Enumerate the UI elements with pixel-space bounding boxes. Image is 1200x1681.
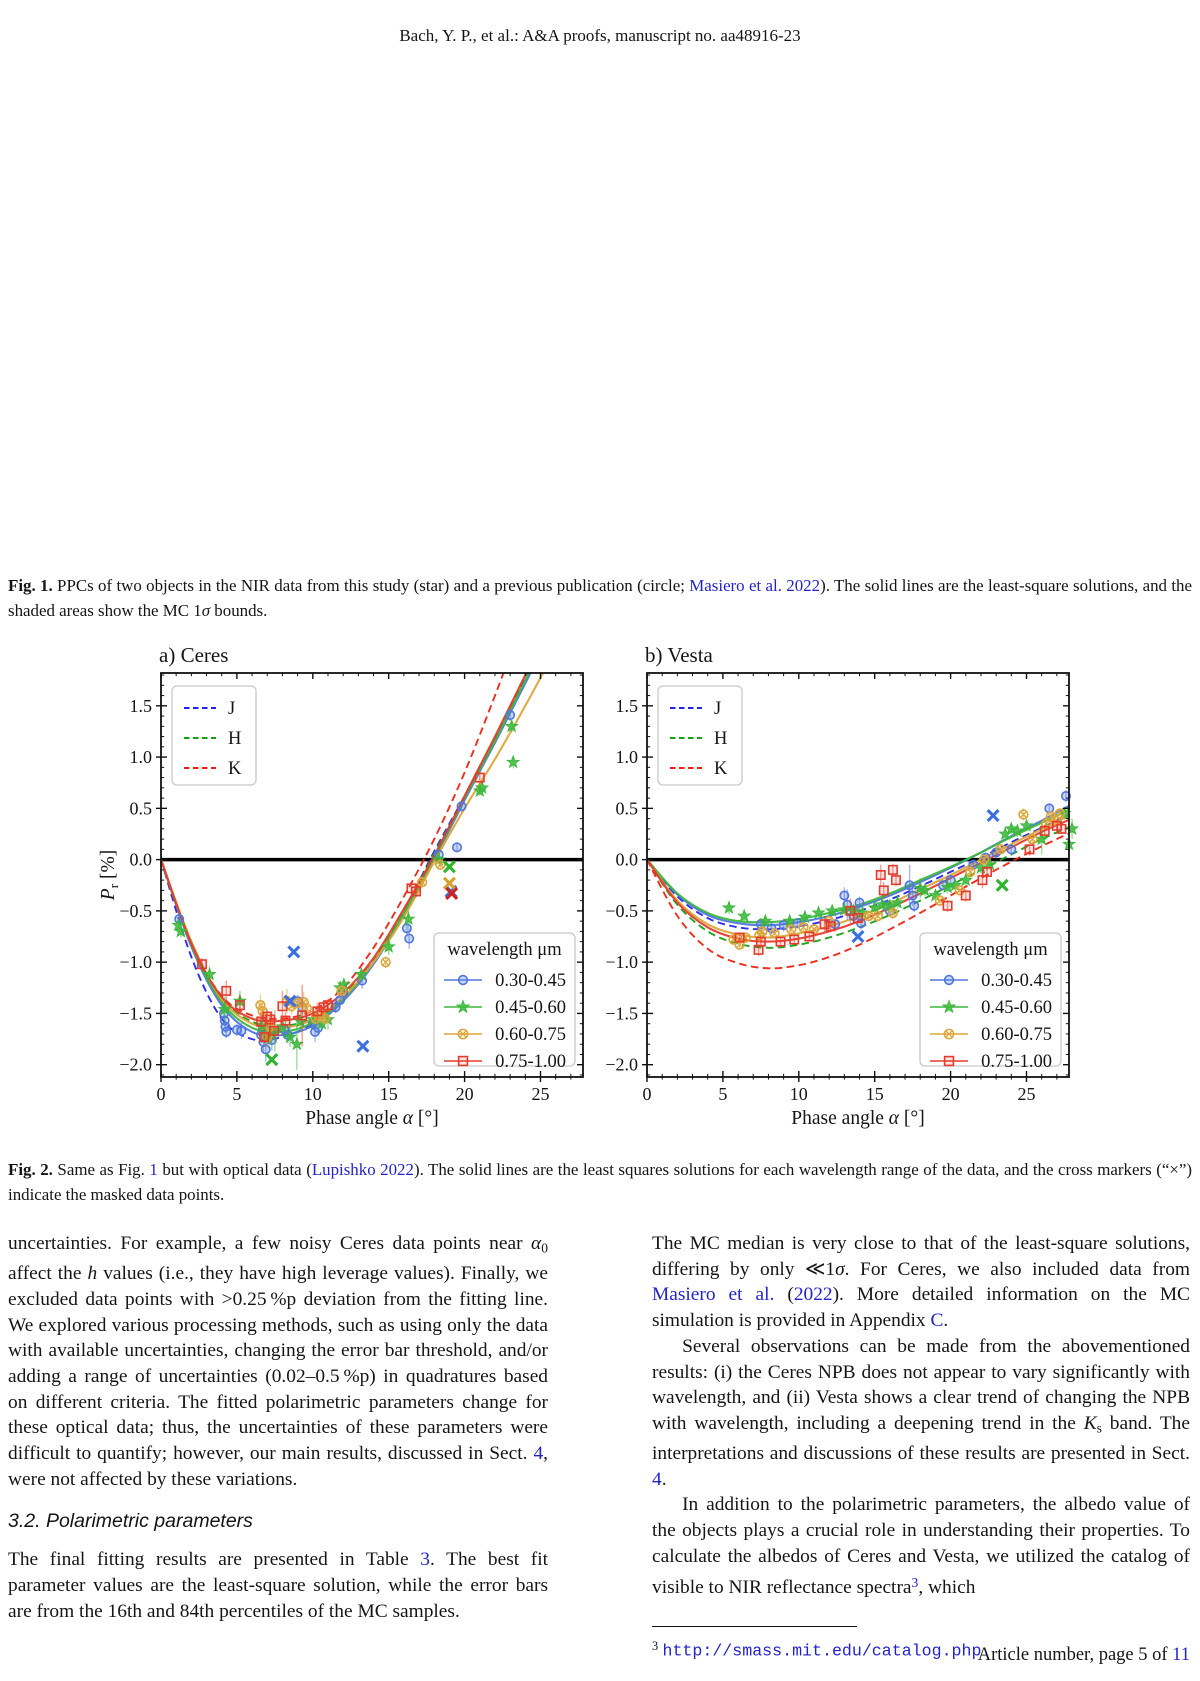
series-0.45-0.60 (723, 807, 1077, 926)
svg-text:10: 10 (303, 1084, 322, 1104)
text-run: K (1083, 1412, 1097, 1434)
running-header: Bach, Y. P., et al.: A&A proofs, manuscript no. aa48916-23 (399, 26, 801, 45)
svg-text:10: 10 (789, 1084, 808, 1104)
svg-text:−1.0: −1.0 (119, 952, 152, 973)
text-run: Article number, page 5 of (977, 1645, 1173, 1665)
text-run: ( (774, 1284, 794, 1306)
wavelength-legend (920, 933, 1061, 1072)
svg-text:−2.0: −2.0 (605, 1054, 638, 1075)
text-run: but with optical data ( (157, 1159, 312, 1179)
panel-title: b) Vesta (645, 643, 713, 667)
svg-text:0: 0 (156, 1084, 166, 1104)
left-column (8, 1231, 548, 1624)
vesta-phase-curve-chart (583, 629, 1123, 1129)
text-run: Several observations can be made from the abovementioned results: (i) the Ceres NPB does not appear to vary significantly with wavelength, and (ii) Vesta shows a clear trend of changing the NPB with wavelength, including a deepening trend in the (652, 1335, 1190, 1434)
masked-points (266, 861, 457, 1065)
link[interactable]: 3 (911, 1574, 919, 1590)
svg-text:−0.5: −0.5 (605, 900, 638, 921)
text-run: values (i.e., they have high leverage values). Finally, we excluded data points with >0.25 %p deviation from the fitting line. We explored various processing methods, such as using only the data with available uncertainties, changing the error bar threshold, and/or adding a range of uncertainties (0.02–0.5 %p) in quadratures based on different criteria. The fitted polarimetric parameters change for these optical data; thus, the uncertainties of these parameters were difficult to quantify; however, our main results, discussed in Sect. (8, 1263, 549, 1465)
text-run: . (943, 1310, 949, 1332)
svg-text:20: 20 (455, 1084, 474, 1104)
text-run: In addition to the polarimetric parameters, the albedo value of the objects plays a crucial role in understanding their properties. To calculate the albedos of Ceres and Vesta, we utilized the catalog of visible to NIR reflectance spectra (652, 1494, 1190, 1598)
paragraph (652, 1334, 1190, 1493)
text-run: Same as Fig. (52, 1159, 150, 1179)
svg-text:0: 0 (642, 1084, 652, 1104)
link[interactable]: 4 (533, 1443, 544, 1465)
svg-text:0.75-1.00: 0.75-1.00 (981, 1052, 1052, 1072)
right-column (652, 1231, 1190, 1665)
text-run: uncertainties. For example, a few noisy Ceres data points near (8, 1233, 532, 1254)
svg-text:−1.5: −1.5 (605, 1003, 638, 1024)
svg-text:0.5: 0.5 (615, 798, 638, 819)
svg-text:1.0: 1.0 (615, 747, 638, 768)
svg-text:0.30-0.45: 0.30-0.45 (981, 971, 1052, 991)
svg-text:0.75-1.00: 0.75-1.00 (495, 1052, 566, 1072)
svg-text:1.0: 1.0 (129, 747, 152, 768)
text-run: α (531, 1233, 542, 1254)
svg-text:−1.5: −1.5 (119, 1003, 152, 1024)
text-run: , were not affected by these variations. (8, 1443, 548, 1490)
panel-title: a) Ceres (159, 643, 229, 667)
fig2-caption (8, 1157, 1192, 1207)
text-run: s (1096, 1420, 1102, 1436)
svg-text:5: 5 (232, 1084, 242, 1104)
svg-text:0.0: 0.0 (615, 849, 638, 870)
svg-text:J: J (228, 699, 236, 719)
text-run: Fig. 1. (8, 575, 53, 595)
svg-text:−0.5: −0.5 (119, 900, 152, 921)
link[interactable]: C (930, 1310, 944, 1332)
text-run: , which (918, 1576, 976, 1598)
text-run: σ (835, 1258, 845, 1280)
page-footer (978, 1645, 1190, 1666)
link[interactable]: Masiero et al. 2022 (689, 575, 821, 595)
text-run: band. The interpretations and discussions of these results are presented in Sect. (652, 1412, 1190, 1465)
svg-text:−2.0: −2.0 (119, 1054, 152, 1075)
x-axis-label: Phase angle α [°] (791, 1108, 925, 1129)
text-run: affect the (8, 1263, 88, 1285)
link[interactable]: 11 (1172, 1645, 1190, 1665)
text-run: ). The solid lines are the least squares solutions for each wavelength range of the data, and the cross markers (“×”) indicate the masked data points. (8, 1159, 1192, 1204)
text-run: . For Ceres, we also included data from (844, 1258, 1191, 1280)
svg-text:0.5: 0.5 (129, 798, 152, 819)
band-legend (172, 686, 256, 785)
text-run: ). More detailed information on the MC simulation is provided in Appendix (652, 1284, 1190, 1332)
svg-text:25: 25 (531, 1084, 550, 1104)
footnote-url-link[interactable]: http://smass.mit.edu/catalog.php (662, 1641, 982, 1661)
svg-text:wavelength μm: wavelength μm (933, 940, 1048, 960)
svg-text:H: H (714, 729, 728, 749)
svg-text:H: H (228, 729, 242, 749)
text-run: The MC median is very close to that of the least-square solutions, differing by only ≪1 (652, 1233, 1190, 1280)
text-run: 0 (541, 1240, 548, 1256)
svg-text:0.45-0.60: 0.45-0.60 (495, 998, 566, 1018)
text-run: ). The solid lines are the least-square solutions, and the shaded areas show the MC 1 (8, 575, 1192, 620)
x-axis-label: Phase angle α [°] (305, 1108, 439, 1129)
band-legend (658, 686, 742, 785)
link[interactable]: Masiero et al. (652, 1284, 775, 1306)
paragraph (652, 1231, 1190, 1334)
paragraph (8, 1231, 548, 1492)
svg-text:0.60-0.75: 0.60-0.75 (495, 1025, 566, 1045)
svg-text:0.0: 0.0 (129, 849, 152, 870)
section-heading: 3.2. Polarimetric parameters (8, 1510, 253, 1533)
svg-text:25: 25 (1017, 1084, 1036, 1104)
link[interactable]: 1 (149, 1159, 158, 1179)
link[interactable]: Lupishko 2022 (311, 1159, 414, 1179)
fig1-caption (8, 573, 1192, 623)
svg-text:0.45-0.60: 0.45-0.60 (981, 998, 1052, 1018)
svg-text:wavelength μm: wavelength μm (447, 940, 562, 960)
svg-text:1.5: 1.5 (615, 695, 638, 716)
wavelength-legend (434, 933, 575, 1072)
y-axis-label: $P_r$ [%] (98, 849, 121, 901)
text-run: . (661, 1468, 667, 1490)
paragraph (652, 1492, 1190, 1600)
footnote-rule (652, 1626, 857, 1627)
link[interactable]: 3 (420, 1549, 430, 1571)
svg-text:5: 5 (718, 1084, 728, 1104)
svg-text:−1.0: −1.0 (605, 952, 638, 973)
svg-text:15: 15 (379, 1084, 398, 1104)
text-run: σ (201, 600, 211, 620)
paragraph (8, 1547, 548, 1624)
svg-text:20: 20 (941, 1084, 960, 1104)
svg-text:1.5: 1.5 (129, 695, 152, 716)
svg-text:0.60-0.75: 0.60-0.75 (981, 1025, 1052, 1045)
link[interactable]: 2022 (793, 1284, 833, 1306)
svg-text:15: 15 (865, 1084, 884, 1104)
text-run: The final fitting results are presented in Table (8, 1549, 421, 1571)
svg-text:K: K (228, 759, 242, 779)
text-run: PPCs of two objects in the NIR data from this study (star) and a previous publication (circle; (52, 575, 690, 595)
link[interactable]: 4 (652, 1468, 662, 1490)
svg-text:K: K (714, 759, 728, 779)
text-run: bounds. (210, 600, 268, 620)
footnote-marker: 3 (652, 1639, 659, 1654)
svg-text:J: J (714, 699, 722, 719)
text-run: . The best fit parameter values are the least-square solution, while the error bars are from the 16th and 84th percentiles of the MC samples. (8, 1549, 549, 1622)
text-run: Fig. 2. (8, 1159, 53, 1179)
svg-text:0.30-0.45: 0.30-0.45 (495, 971, 566, 991)
text-run: h (87, 1263, 98, 1285)
ceres-phase-curve-chart (97, 629, 637, 1129)
